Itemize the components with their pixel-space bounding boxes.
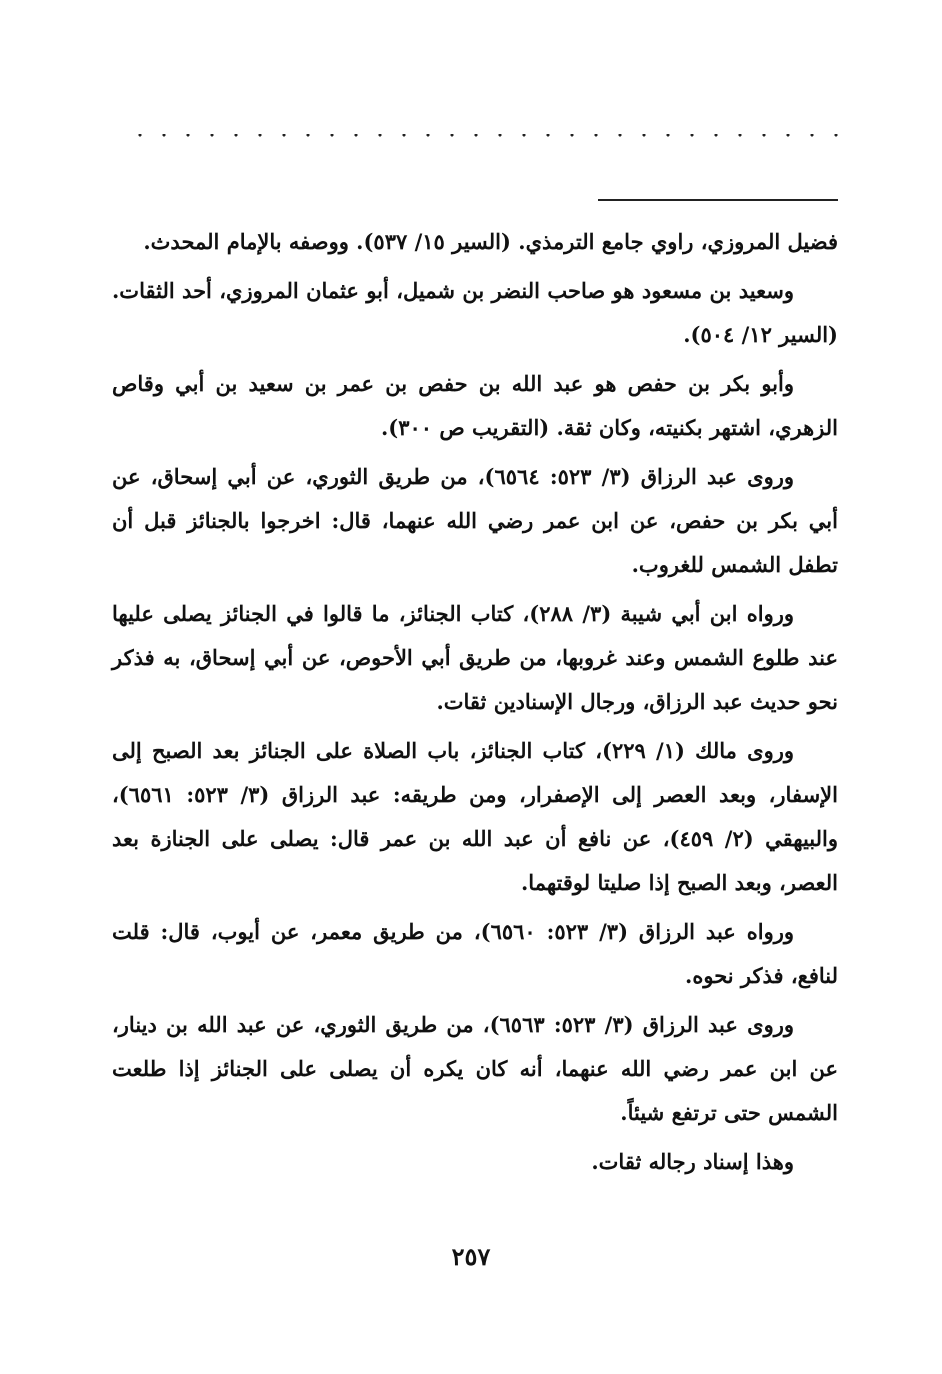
- paragraph: ورواه ابن أبي شيبة (٣/ ٢٨٨)، كتاب الجنائز، ما قالوا في الجنائز يصلى عليها عند طلوع الشمس وعند غروبها، من طريق أبي الأحوص، عن أبي إسحاق، به فذكر نحو حديث عبد الرزاق، ورجال الإسنادين ثقات.: [112, 601, 838, 714]
- paragraph: وهذا إسناد رجاله ثقات.: [591, 1149, 794, 1174]
- paragraph: وروى مالك (١/ ٢٢٩)، كتاب الجنائز، باب الصلاة على الجنائز بعد الصبح إلى الإسفار، وبعد العصر إلى الإصفرار، ومن طريقه: عبد الرزاق (٣/ ٥٢٣: ٦٥٦١)، والبيهقي (٢/ ٤٥٩)، عن نافع أن عبد الله بن عمر قال: يصلى على الجنازة بعد العصر، وبعد الصبح إذا صليتا لوقتهما.: [112, 738, 838, 895]
- paragraph: وروى عبد الرزاق (٣/ ٥٢٣: ٦٥٦٣)، من طريق الثوري، عن عبد الله بن دينار، عن ابن عمر رضي الله عنهما، أنه كان يكره أن يصلى على الجنائز إذا طلعت الشمس حتى ترتفع شيئاً.: [112, 1012, 838, 1125]
- dotted-separator: [128, 134, 838, 140]
- paragraph: وروى عبد الرزاق (٣/ ٥٢٣: ٦٥٦٤)، من طريق الثوري، عن أبي إسحاق، عن أبي بكر بن حفص، عن ابن عمر رضي الله عنهما، قال: اخرجوا بالجنائز قبل أن تطفل الشمس للغروب.: [112, 464, 838, 577]
- paragraph: وأبو بكر بن حفص هو عبد الله بن حفص بن عمر بن سعيد بن أبي وقاص الزهري، اشتهر بكنيته، وكان ثقة. (التقريب ص ٣٠٠).: [112, 371, 838, 440]
- footnote-text: [112, 220, 838, 1189]
- paragraph: فضيل المروزي، راوي جامع الترمذي. (السير ١٥/ ٥٣٧). ووصفه بالإمام المحدث.: [143, 229, 838, 254]
- paragraph: ورواه عبد الرزاق (٣/ ٥٢٣: ٦٥٦٠)، من طريق معمر، عن أيوب، قال: قلت لنافع، فذكر نحوه.: [112, 919, 838, 988]
- page-number: ٢٥٧: [451, 1242, 491, 1271]
- paragraph: وسعيد بن مسعود هو صاحب النضر بن شميل، أبو عثمان المروزي، أحد الثقات. (السير ١٢/ ٥٠٤).: [112, 278, 838, 347]
- footnote-rule: [598, 199, 838, 201]
